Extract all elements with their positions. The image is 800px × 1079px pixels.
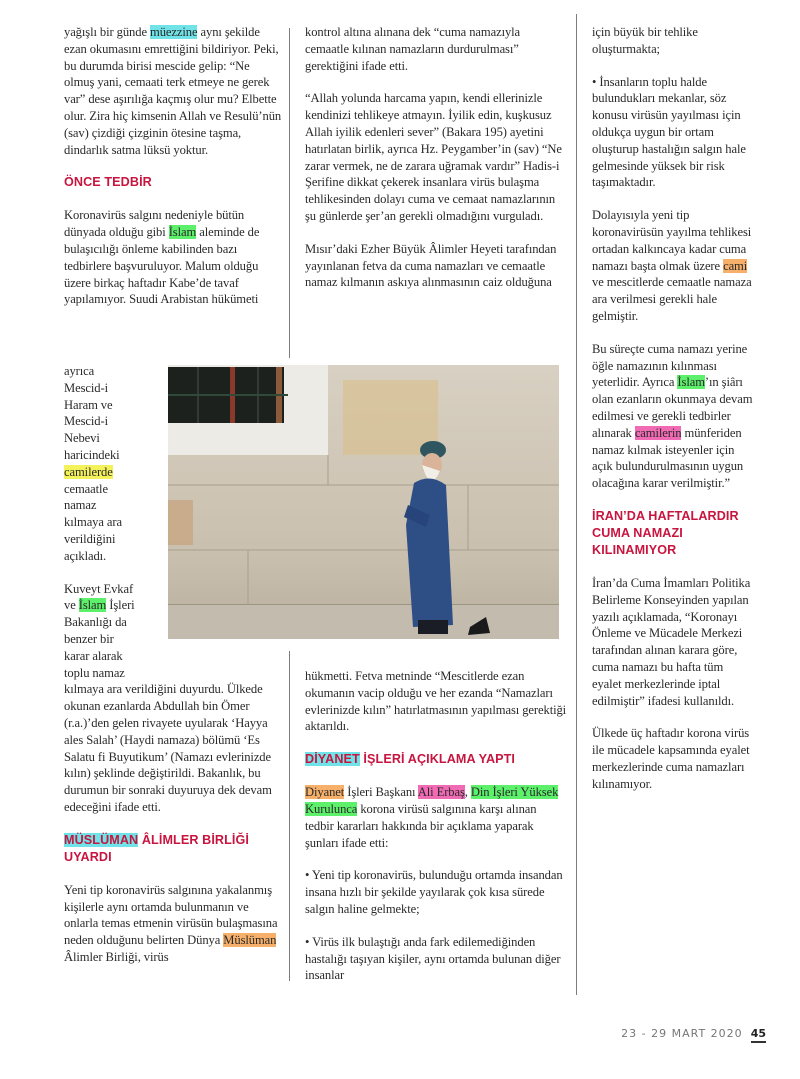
highlight-word: müezzine [150,25,198,39]
highlight-word: Din İşleri Yüksek Kurulunca [305,785,559,816]
highlight-word: İslam [168,225,197,240]
paragraph: “Allah yolunda harcama yapın, kendi ellerinizle kendinizi tehlikeye atmayın. İyilik edin, kuşkusuz Allah iyilik edenleri sever” (Bakara 195) ayetini hatırlatan birlik, ayrıca Hz. Peygamber’in (sav) “Ne zarar vermek, ne de zarara uğramak vardır” Hadis-i Şerifine dikkat çekerek insanlara virüs bulaşma tehlikesinden dolayı cuma ve cemaat namazlarının şu günlerde şer’an gerekli olmadığını vurguladı. [305,91,562,223]
paragraph: Ülkede üç haftadır korona virüs ile mücadele kapsamında eyalet merkezlerinde cuma namazları kılınamıyor. [592,726,750,791]
highlight-word: Diyanet [305,785,345,800]
paragraph: Yeni tip koronavirüs salgınına yakalanmış kişilerle aynı ortamda bulunmanın ve onlarla temas etmenin virüsün bulaşmasına neden olduğunu belirten Dünya Müslüman Âlimler Birliği, virüs [64,882,278,964]
column-1-top [64,24,282,308]
column-2-top [305,24,567,291]
paragraph: Dolayısıyla yeni tip koronavirüsün yayılma tehlikesi ortadan kalkıncaya kadar cuma namazı başta olmak üzere cami ve mescitlerde cemaatle namaza ara verilmesi gerekli hale gelmiştir. [592,208,752,323]
paragraph: Diyanet İşleri Başkanı Ali Erbaş, Din İşleri Yüksek Kurulunca korona virüsü salgınına karşı alınan tedbir kararları hakkında bir açıklama yaparak şunları ifade etti: [305,785,559,850]
page-number: 45 [751,1027,766,1043]
section-heading-once-tedbir: ÖNCE TEDBİR [64,175,152,190]
paragraph: hükmetti. Fetva metninde “Mescitlerde ezan okumanın vacip olduğu ve her ezanda “Namazları evlerinizde kılın” hatırlatmasının yapılması gerektiği aktarıldı. [305,669,567,734]
highlight-word: MÜSLÜMAN [64,832,139,847]
page-footer [0,1027,766,1040]
bullet-item: • Virüs ilk bulaştığı anda fark edilemediğinden hastalığı taşıyan kişiler, aynı ortamda bulunan diğer insanlar [305,934,561,983]
column-3 [592,24,754,808]
article-photo [168,365,559,639]
section-heading-diyanet: DİYANET İŞLERİ AÇIKLAMA YAPTI [305,752,516,767]
highlight-word: Müslüman [223,933,277,948]
column-divider-1b [289,651,290,981]
bullet-item: • İnsanların toplu halde bulundukları mekanlar, söz konusu virüsün yayılması için oldukça uygun bir ortam oluşturup hastalığın salgın hale gelmesinde yüksek bir risk taşımaktadır. [592,74,746,190]
column-2-bottom [305,668,567,1000]
highlight-word: İslam [78,598,107,613]
highlight-word: Ali Erbaş [417,785,465,800]
highlight-word: cami [723,258,748,273]
highlight-word: camilerde [64,464,113,479]
bullet-item: • Yeni tip koronavirüs, bulunduğu ortamda insandan insana hızlı bir şekilde yayılarak çok kısa sürede salgın haline gelmekte; [305,868,563,916]
column-divider-2 [576,14,577,995]
highlight-word: camilerin [634,425,682,440]
section-heading-iran: İRAN’DA HAFTALARDIR CUMA NAMAZI KILINAMIYOR [592,508,739,557]
paragraph: Bu süreçte cuma namazı yerine öğle namazının kılınması yeterlidir. Ayrıca İslam’ın şiârı olan ezanların okunmaya devam edilmesi ve gerekli tedbirler alınarak camilerin münferiden namaz kılmak isteyenler için açık bulundurulmasının uygun olacağına karar verilmiştir.” [592,341,753,491]
paragraph: kontrol altına alınana dek “cuma namazıyla cemaatle kılınan namazların durdurulması” gerektiğini ifade etti. [305,25,521,73]
column-divider-1 [289,28,290,358]
paragraph: için büyük bir tehlike oluşturmakta; [592,25,698,56]
section-heading-muslim-scholars: MÜSLÜMAN ÂLİMLER BİRLİĞİ UYARDI [64,832,250,864]
column-1-narrow: ayrıca Mescid-i Haram ve Mescid-i Nebevi haricindeki camilerde cemaatle namaz kılmaya ara verildiğini açıkladı. [64,364,122,563]
issue-date: 23 - 29 MART 2020 [621,1027,743,1040]
paragraph: Mısır’daki Ezher Büyük Âlimler Heyeti tarafından yayınlanan fetva da cuma namazları ve cemaatle namaz kılmanın askıya alınmasının caiz olduğuna [305,241,557,290]
photo-elderly-man-icon [168,365,559,639]
paragraph: yağışlı bir günde müezzine aynı şekilde ezan okumasını emrettiğini bildiriyor. Peki, bu durumda birisi mescide gelip: “Ne olmuş yani, cemaati terk etmeye ne gerek var” dese aşırılığa kaçmış olur mu? Elbette olur. Zira hiç kimsenin Allah ve Resulü’nün (sav) çizdiği çizginin ötesine taşma, dindarlık satma lüksü yoktur. [64,25,282,157]
column-1-bottom [64,581,282,982]
paragraph: kılmaya ara verildiğini duyurdu. Ülkede okunan ezanlarda Abdullah bin Ömer (r.a.)’den gelen rivayete uyularak ‘Hayya ales Salah’ (Haydi namaza) bölümü ‘Es Salatu fi Buyutikum’ (Namazı evlerinizde kılın) şeklinde değiştirildi. Bakanlık, bu durumun bir sonraki duyuruya dek devam edeceğini ifade etti. [64,682,272,814]
paragraph: İran’da Cuma İmamları Politika Belirleme Konseyinden yapılan yazılı açıklamada, “Koronayı Önleme ve Mücadele Merkezi tarafından alınan karara göre, cuma namazı bu hafta tüm eyalet merkezlerinde iptal edilmiştir” ifadesi kullanıldı. [592,575,751,708]
highlight-word: DİYANET [305,752,360,767]
paragraph: Koronavirüs salgını nedeniyle bütün dünyada olduğu gibi İslam aleminde de bulaşıcılığı önleme kabilinden bazı tedbirlere başvuruluyor. Malum olduğu üzere birkaç haftadır Kabe’de tavaf yapılamıyor. Suudi Arabistan hükümeti [64,208,260,307]
narrow-text-block: Kuveyt Evkaf ve İslam İşleri Bakanlığı da benzer bir karar alarak toplu namaz [64,581,135,680]
highlight-word: İslam [677,375,705,390]
